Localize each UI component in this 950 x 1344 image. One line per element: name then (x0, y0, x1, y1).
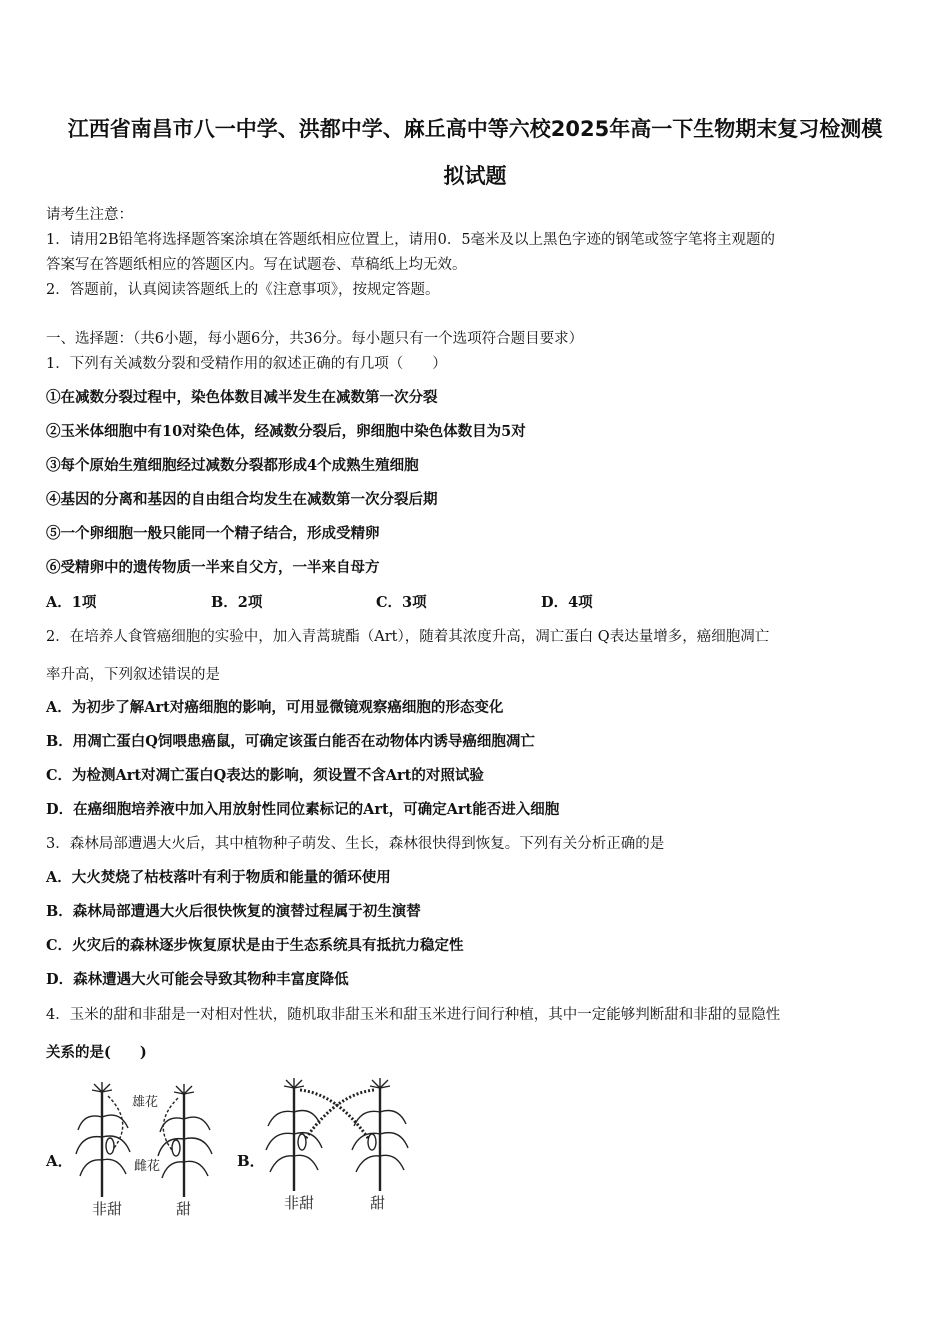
q3-stem: 3．森林局部遭遇大火后，其中植物种子萌发、生长，森林很快得到恢复。下列有关分析正确的是 (46, 836, 665, 852)
q4-stem-cont: 关系的是( ) (46, 1044, 147, 1061)
q1-statement-4: ④基因的分离和基因的自由组合均发生在减数第一次分裂后期 (46, 491, 438, 508)
notice-item-1-cont: 答案写在答题纸相应的答题区内。写在试题卷、草稿纸上均无效。 (46, 257, 467, 273)
section-heading: 一、选择题：（共6小题，每小题6分，共36分。每小题只有一个选项符合题目要求） (46, 331, 584, 347)
q1-statement-5: ⑤一个卵细胞一般只能同一个精子结合，形成受精卵 (46, 525, 380, 542)
q2-option-b[interactable]: B．用凋亡蛋白Q饲喂患癌鼠，可确定该蛋白能否在动物体内诱导癌细胞凋亡 (46, 733, 535, 750)
q1-options (46, 591, 593, 612)
q1-option-b[interactable]: B．2项 (211, 594, 263, 611)
q1-statement-3: ③每个原始生殖细胞经过减数分裂都形成4个成熟生殖细胞 (46, 457, 419, 474)
q4-option-b-label[interactable]: B． (237, 1152, 265, 1170)
q4-figure-a-male-label: 雄花 (132, 1095, 159, 1110)
notice-heading: 请考生注意： (46, 207, 133, 223)
q3-option-a[interactable]: A．大火焚烧了枯枝落叶有利于物质和能量的循环使用 (46, 869, 391, 886)
q4-figure-a-left-label: 非甜 (92, 1200, 123, 1218)
q4-figure-a (72, 1082, 232, 1222)
q2-stem-cont: 率升高，下列叙述错误的是 (46, 667, 220, 683)
q2-option-d[interactable]: D．在癌细胞培养液中加入用放射性同位素标记的Art，可确定Art能否进入细胞 (46, 801, 560, 818)
q1-statement-1: ①在减数分裂过程中，染色体数目减半发生在减数第一次分裂 (46, 389, 438, 406)
q3-option-b[interactable]: B．森林局部遭遇大火后很快恢复的演替过程属于初生演替 (46, 903, 421, 920)
exam-title-line2: 拟试题 (443, 164, 507, 188)
q2-option-c[interactable]: C．为检测Art对凋亡蛋白Q表达的影响，须设置不含Art的对照试验 (46, 767, 484, 784)
notice-item-2: 2．答题前，认真阅读答题纸上的《注意事项》，按规定答题。 (46, 282, 440, 298)
q4-figure-b-right-label: 甜 (370, 1194, 386, 1212)
q4-figure-b (262, 1076, 414, 1220)
q4-option-a-label[interactable]: A． (46, 1152, 73, 1170)
q4-stem: 4．玉米的甜和非甜是一对相对性状，随机取非甜玉米和甜玉米进行间行种植，其中一定能够判断甜和非甜的显隐性 (46, 1007, 781, 1023)
q1-option-a[interactable]: A．1项 (46, 594, 97, 611)
q1-option-d[interactable]: D．4项 (541, 594, 593, 611)
q2-stem: 2．在培养人食管癌细胞的实验中，加入青蒿琥酯（Art），随着其浓度升高，凋亡蛋白 Q表达量增多，癌细胞凋亡 (46, 629, 770, 645)
q1-option-c[interactable]: C．3项 (376, 594, 427, 611)
exam-title-line1: 江西省南昌市八一中学、洪都中学、麻丘高中等六校2025年高一下生物期末复习检测模 (67, 117, 883, 141)
q4-figure-b-left-label: 非甜 (284, 1194, 315, 1212)
q1-statement-2: ②玉米体细胞中有10对染色体，经减数分裂后，卵细胞中染色体数目为5对 (46, 423, 526, 440)
q1-stem: 1．下列有关减数分裂和受精作用的叙述正确的有几项（ ） (46, 356, 447, 372)
q3-option-c[interactable]: C．火灾后的森林逐步恢复原状是由于生态系统具有抵抗力稳定性 (46, 937, 464, 954)
q1-statement-6: ⑥受精卵中的遗传物质一半来自父方，一半来自母方 (46, 559, 380, 576)
q4-figure-a-right-label: 甜 (176, 1200, 192, 1218)
q2-option-a[interactable]: A．为初步了解Art对癌细胞的影响，可用显微镜观察癌细胞的形态变化 (46, 699, 504, 716)
q3-option-d[interactable]: D．森林遭遇大火可能会导致其物种丰富度降低 (46, 971, 349, 988)
notice-item-1: 1．请用2B铅笔将选择题答案涂填在答题纸相应位置上，请用0．5毫米及以上黑色字迹的钢笔或签字笔将主观题的 (46, 232, 776, 248)
q4-figure-a-female-label: 雌花 (134, 1159, 161, 1174)
corn-plant-pair-b (266, 1078, 408, 1191)
